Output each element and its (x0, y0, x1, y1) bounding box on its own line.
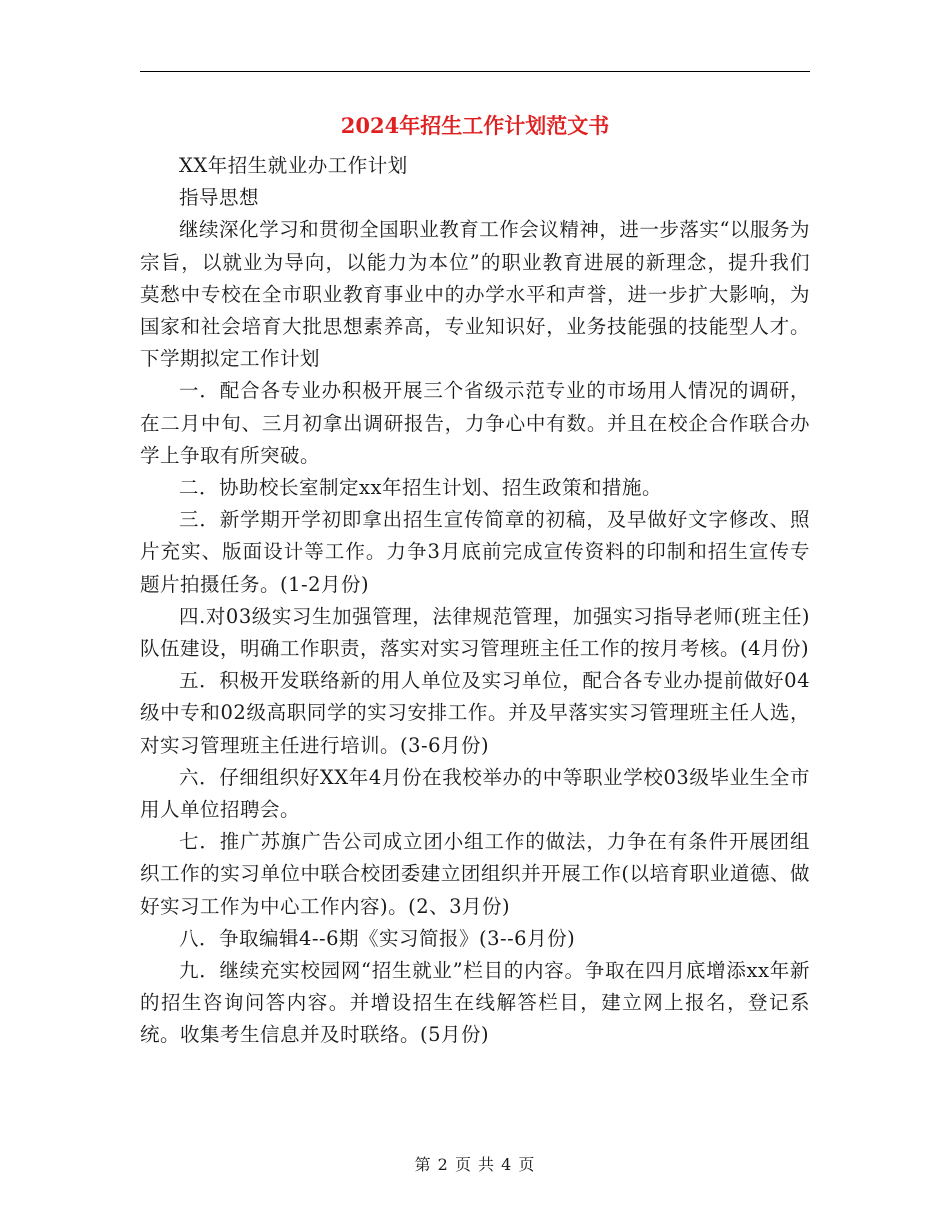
section-heading-guiding-thought: 指导思想 (179, 186, 260, 210)
plan-item-1: 一．配合各专业办积极开展三个省级示范专业的市场用人情况的调研，在二月中旬、三月初拿出调研报告，力争心中有数。并且在校企合作联合办学上争取有所突破。 (140, 379, 810, 467)
plan-item-2: 二．协助校长室制定xx年招生计划、招生政策和措施。 (179, 476, 662, 500)
plan-heading: XX年招生就业办工作计划 (179, 154, 408, 177)
document-title: 2024年招生工作计划范文书 (340, 113, 610, 138)
plan-item-8: 八．争取编辑4--6期《实习简报》(3--6月份) (179, 926, 576, 950)
plan-item-5: 五．积极开发联络新的用人单位及实习单位，配合各专业办提前做好04级中专和02级高职同学的实习安排工作。并及早落实实习管理班主任人选，对实习管理班主任进行培训。(3-6月份) (140, 669, 810, 757)
intro-paragraph: 继续深化学习和贯彻全国职业教育工作会议精神，进一步落实“以服务为宗旨，以就业为导向，以能力为本位”的职业教育进展的新理念，提升我们莫愁中专校在全市职业教育事业中的办学水平和声誉，进一步扩大影响，为国家和社会培育大批思想素养高，专业知识好，业务技能强的技能型人才。下学期拟定工作计划 (140, 218, 810, 371)
plan-item-3: 三．新学期开学初即拿出招生宣传简章的初稿，及早做好文字修改、照片充实、版面设计等工作。力争3月底前完成宣传资料的印制和招生宣传专题片拍摄任务。(1-2月份) (140, 508, 810, 596)
header-rule (140, 71, 810, 72)
page-number-footer: 第 2 页 共 4 页 (414, 1155, 536, 1174)
document-body (140, 150, 810, 1052)
plan-item-6: 六．仔细组织好XX年4月份在我校举办的中等职业学校03级毕业生全市用人单位招聘会。 (140, 765, 810, 822)
plan-item-4: 四.对03级实习生加强管理，法律规范管理，加强实习指导老师(班主任)队伍建设，明确工作职责，落实对实习管理班主任工作的按月考核。(4月份) (140, 604, 810, 661)
plan-item-9: 九．继续充实校园网“招生就业”栏目的内容。争取在四月底增添xx年新的招生咨询问答内容。并增设招生在线解答栏目，建立网上报名，登记系统。收集考生信息并及时联络。(5月份) (140, 959, 810, 1047)
plan-item-7: 七．推广苏旗广告公司成立团小组工作的做法，力争在有条件开展团组织工作的实习单位中联合校团委建立团组织并开展工作(以培育职业道德、做好实习工作为中心工作内容)。(2、3月份) (140, 830, 810, 918)
